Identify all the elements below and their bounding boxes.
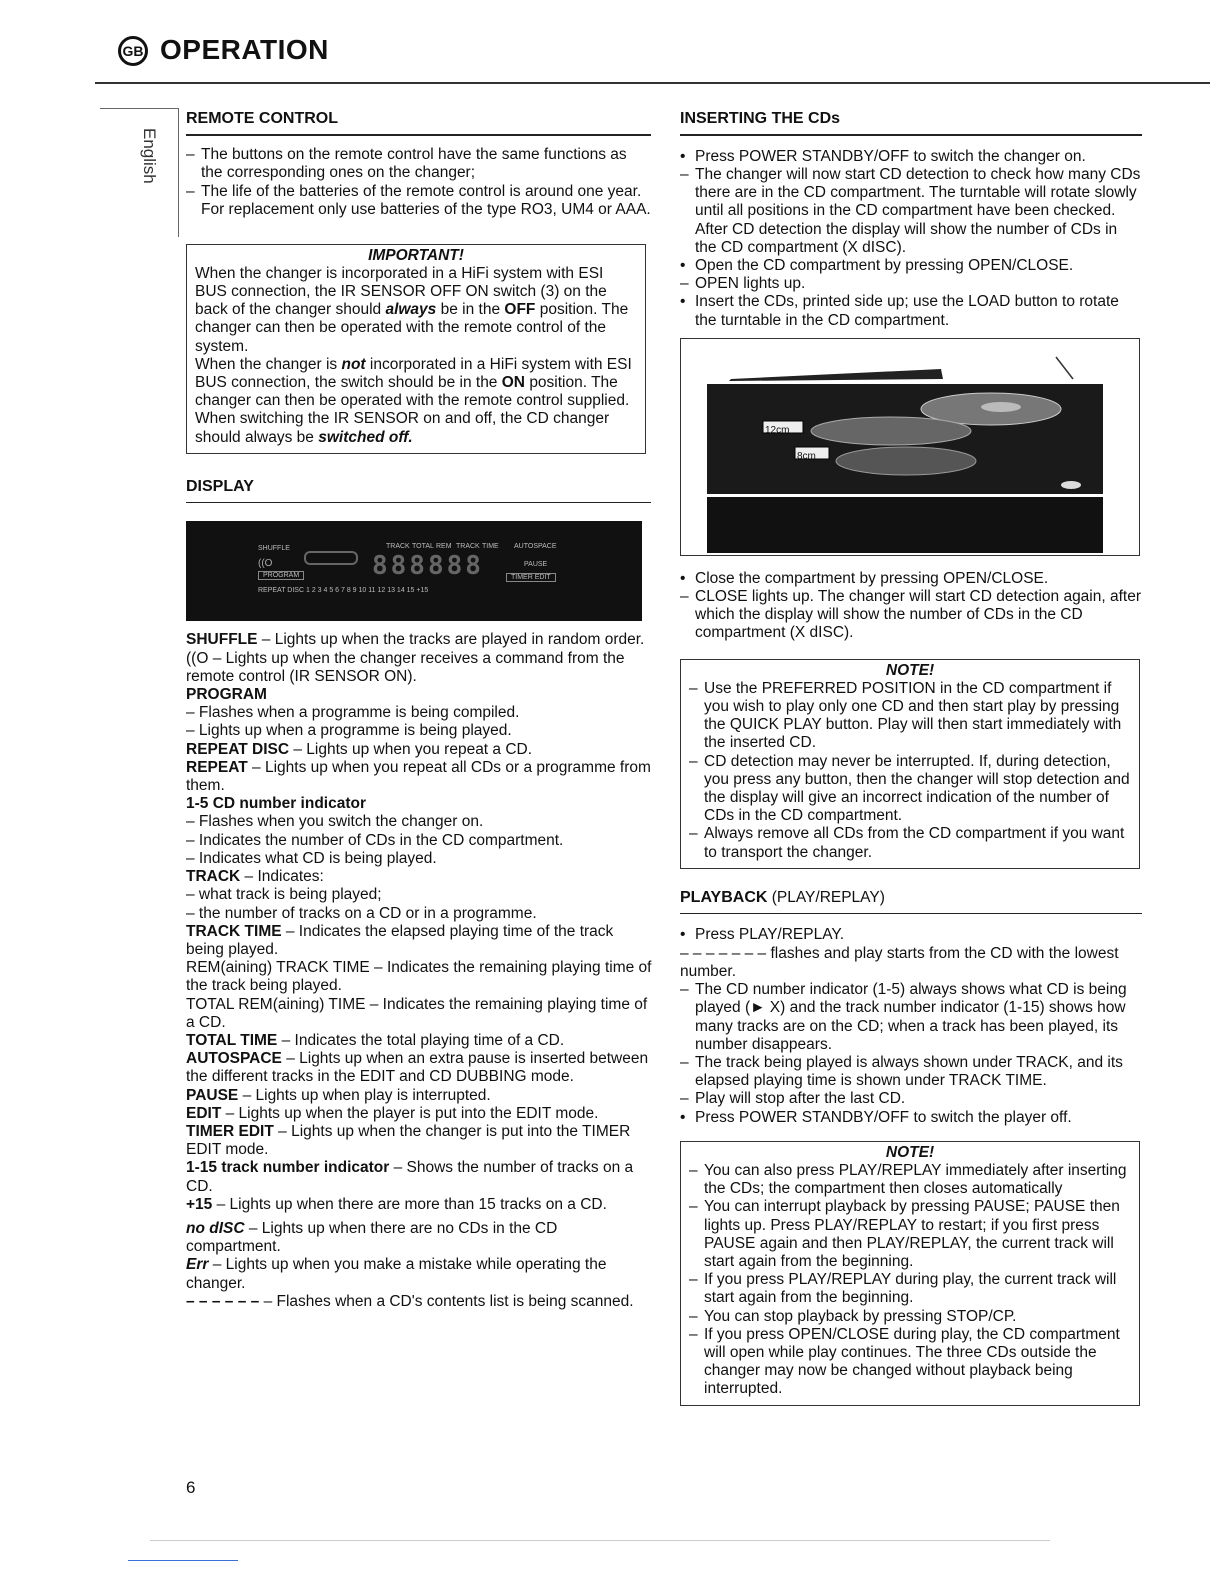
- entry-rem-track-time: REM(aining) TRACK TIME – Indicates the remaining playing time of the track being played.: [186, 959, 652, 995]
- note2-item: – You can stop playback by pressing STOP/CP.: [689, 1307, 1017, 1325]
- remote-rule: [186, 134, 651, 136]
- playback-item: – The track being played is always shown under TRACK, and its elapsed playing time is shown under TRACK TIME.: [680, 1053, 1123, 1090]
- entry-total-rem-time: TOTAL REM(aining) TIME – Indicates the remaining playing time of a CD.: [186, 995, 648, 1031]
- after-item: • Close the compartment by pressing OPEN/CLOSE.: [680, 569, 1049, 587]
- note-box-2: [680, 1141, 1140, 1406]
- playback-item: – Play will stop after the last CD.: [680, 1090, 906, 1108]
- entry-track-1: – what track is being played;: [186, 886, 382, 904]
- remote-item-text: The life of the batteries of the remote control is around one year. For replacement only use batteries of the type RO3, UM4 or AAA.: [201, 183, 651, 219]
- note2-item: – You can interrupt playback by pressing PAUSE; PAUSE then lights up. Press PLAY/REPLAY to restart; if you first press PAUSE again and then PLAY/REPLAY, the current track will start again from the beginning.: [689, 1198, 1120, 1270]
- entry-track-number: 1-15 track number indicator – Shows the number of tracks on a CD.: [186, 1159, 634, 1195]
- entry-shuffle: SHUFFLE – Lights up when the tracks are played in random order.: [186, 631, 645, 649]
- panel-repeat-row: REPEAT DISC 1 2 3 4 5 6 7 8 9 10 11 12 13 14 15 +15: [258, 587, 429, 595]
- left-column: [186, 110, 651, 1311]
- remote-signal-icon: ((O: [258, 558, 273, 570]
- entry-program-2: – Lights up when a programme is being played.: [186, 722, 512, 740]
- important-para-3: When switching the IR SENSOR on and off, the CD changer should always be switched off.: [195, 410, 610, 446]
- note1-title: NOTE!: [885, 661, 935, 679]
- entry-pause: PAUSE – Lights up when play is interrupted.: [186, 1086, 491, 1104]
- remote-heading: REMOTE CONTROL: [186, 110, 338, 127]
- note-box-1: [680, 659, 1140, 869]
- entry-cd-number-1: – Flashes when you switch the changer on.: [186, 813, 484, 831]
- entry-cd-number: 1-5 CD number indicator: [186, 795, 366, 813]
- remote-item-text: The buttons on the remote control have the same functions as the corresponding ones on the changer;: [201, 145, 627, 181]
- scan-mark: [128, 1560, 238, 1561]
- note2-item: – If you press PLAY/REPLAY during play, the current track will start again from the beginning.: [689, 1271, 1117, 1307]
- side-tab: [135, 128, 159, 228]
- inserting-rule: [680, 134, 1142, 136]
- entry-no-disc: no dISC – Lights up when there are no CDs in the CD compartment.: [186, 1219, 558, 1256]
- gb-badge: GB: [118, 36, 148, 66]
- note1-item: – Always remove all CDs from the CD compartment if you want to transport the changer.: [689, 825, 1125, 861]
- entry-edit: EDIT – Lights up when the player is put into the EDIT mode.: [186, 1104, 599, 1122]
- inserting-item: • Press POWER STANDBY/OFF to switch the changer on.: [680, 147, 1086, 165]
- remote-item: – The buttons on the remote control have the same functions as the corresponding ones on the changer;: [186, 145, 627, 181]
- right-column: [680, 110, 1142, 1406]
- panel-label-rem: REM: [436, 543, 452, 551]
- entry-total-time: TOTAL TIME – Indicates the total playing time of a CD.: [186, 1031, 565, 1049]
- note2-item: – If you press OPEN/CLOSE during play, the CD compartment will open while play continues. The three CDs outside the changer may now be changed without playback being interrupted.: [689, 1325, 1120, 1398]
- important-para-2: When the changer is not incorporated in a HiFi system with ESI BUS connection, the switch should be in the ON position. The changer can then be operated with the remote control supplied.: [195, 355, 632, 410]
- panel-label-track: TRACK: [386, 543, 410, 551]
- after-item: – CLOSE lights up. The changer will start CD detection again, after which the display will show the number of CDs in the CD compartment (X dISC).: [680, 587, 1141, 642]
- entry-track: TRACK – Indicates:: [186, 868, 324, 886]
- page-number: 6: [186, 1478, 196, 1497]
- playback-item: – – – – – – – flashes and play starts from the CD with the lowest number.: [680, 944, 1119, 980]
- note2-title: NOTE!: [885, 1143, 935, 1161]
- panel-label-track2: TRACK: [456, 543, 480, 551]
- cd-changer-illustration: [681, 339, 1139, 555]
- playback-item: – The CD number indicator (1-5) always shows what CD is being played (► X) and the track number indicator (1-15) shows how many tracks are on the CD; when a track has been played, its number disappears.: [680, 981, 1127, 1053]
- side-tab-label: English: [140, 128, 159, 184]
- entry-plus15: +15 – Lights up when there are more than 15 tracks on a CD.: [186, 1195, 607, 1213]
- inserting-heading: INSERTING THE CDs: [680, 110, 841, 127]
- panel-label-program: PROGRAM: [258, 571, 304, 580]
- after-insert-list: [680, 570, 1142, 643]
- playback-heading: PLAYBACK (PLAY/REPLAY): [680, 888, 885, 906]
- label-12cm: 12cm: [765, 424, 790, 436]
- display-heading: DISPLAY: [186, 477, 254, 495]
- inserting-item: • Open the CD compartment by pressing OPEN/CLOSE.: [680, 256, 1074, 274]
- inserting-item: – OPEN lights up.: [680, 275, 806, 293]
- entry-cd-number-2: – Indicates the number of CDs in the CD compartment.: [186, 831, 564, 849]
- entry-track-time: TRACK TIME – Indicates the elapsed playing time of the track being played.: [186, 922, 614, 958]
- header-rule: [95, 82, 1210, 84]
- entry-program-1: – Flashes when a programme is being compiled.: [186, 704, 520, 722]
- entry-autospace: AUTOSPACE – Lights up when an extra pause is inserted between the different tracks in the EDIT and CD DUBBING mode.: [186, 1050, 649, 1086]
- remote-item: – The life of the batteries of the remote control is around one year. For replacement only use batteries of the type RO3, UM4 or AAA.: [186, 183, 651, 219]
- entry-scanning: – – – – – – – Flashes when a CD's contents list is being scanned.: [186, 1292, 634, 1310]
- display-entries: [186, 631, 652, 1311]
- entry-timer-edit: TIMER EDIT – Lights up when the changer is put into the TIMER EDIT mode.: [186, 1122, 631, 1159]
- display-rule: [186, 502, 651, 504]
- entry-cd-number-3: – Indicates what CD is being played.: [186, 849, 437, 867]
- important-title: IMPORTANT!: [368, 246, 464, 264]
- entry-repeat-disc: REPEAT DISC – Lights up when you repeat a CD.: [186, 740, 533, 758]
- display-panel-illustration: [186, 521, 642, 621]
- note1-item: – CD detection may never be interrupted. If, during detection, you press any button, then the changer will stop detection and the display will give an incorrect indication of the number of CDs in the CD compartment.: [689, 752, 1130, 825]
- playback-item: • Press POWER STANDBY/OFF to switch the player off.: [680, 1108, 1072, 1126]
- panel-label-time: TIME: [482, 543, 499, 551]
- page-title: OPERATION: [160, 34, 329, 65]
- panel-digits: 888888: [372, 551, 484, 582]
- playback-rule: [680, 913, 1142, 915]
- label-8cm: 8cm: [797, 450, 816, 462]
- important-box: [186, 244, 646, 454]
- panel-label-shuffle: SHUFFLE: [258, 545, 290, 553]
- entry-program: PROGRAM: [186, 686, 267, 704]
- entry-err: Err – Lights up when you make a mistake while operating the changer.: [186, 1256, 607, 1292]
- inserting-item: • Insert the CDs, printed side up; use the LOAD button to rotate the turntable in the CD compartment.: [680, 293, 1119, 329]
- cd-carousel-icon: [304, 551, 358, 565]
- panel-label-timer-edit: TIMER EDIT: [506, 573, 556, 582]
- scan-noise-line: [150, 1540, 1050, 1541]
- cd-insert-figure: [680, 338, 1140, 556]
- entry-remote-signal: ((O – Lights up when the changer receives a command from the remote control (IR SENSOR ON).: [186, 649, 625, 685]
- inserting-item: – The changer will now start CD detection to check how many CDs there are in the CD compartment. The turntable will rotate slowly until all positions in the CD compartment have been checked. After CD detection the display will show the number of CDs in the CD compartment (X dISC).: [680, 165, 1141, 256]
- note1-item: – Use the PREFERRED POSITION in the CD compartment if you wish to play only one CD and then start play by pressing the QUICK PLAY button. Play will then start immediately with the inserted CD.: [689, 679, 1122, 752]
- important-para-1: When the changer is incorporated in a HiFi system with ESI BUS connection, the IR SENSOR OFF ON switch (3) on the back of the changer should always be in the OFF position. The changer can then be operated with the remote control of the system.: [195, 264, 629, 355]
- panel-label-total: TOTAL: [412, 543, 434, 551]
- entry-repeat: REPEAT – Lights up when you repeat all CDs or a programme from them.: [186, 758, 651, 795]
- note2-item: – You can also press PLAY/REPLAY immediately after inserting the CDs; the compartment then closes automatically: [689, 1161, 1127, 1198]
- playback-item: • Press PLAY/REPLAY.: [680, 926, 845, 944]
- panel-label-pause: PAUSE: [524, 561, 548, 569]
- entry-track-2: – the number of tracks on a CD or in a programme.: [186, 904, 537, 922]
- panel-label-autospace: AUTOSPACE: [514, 543, 557, 551]
